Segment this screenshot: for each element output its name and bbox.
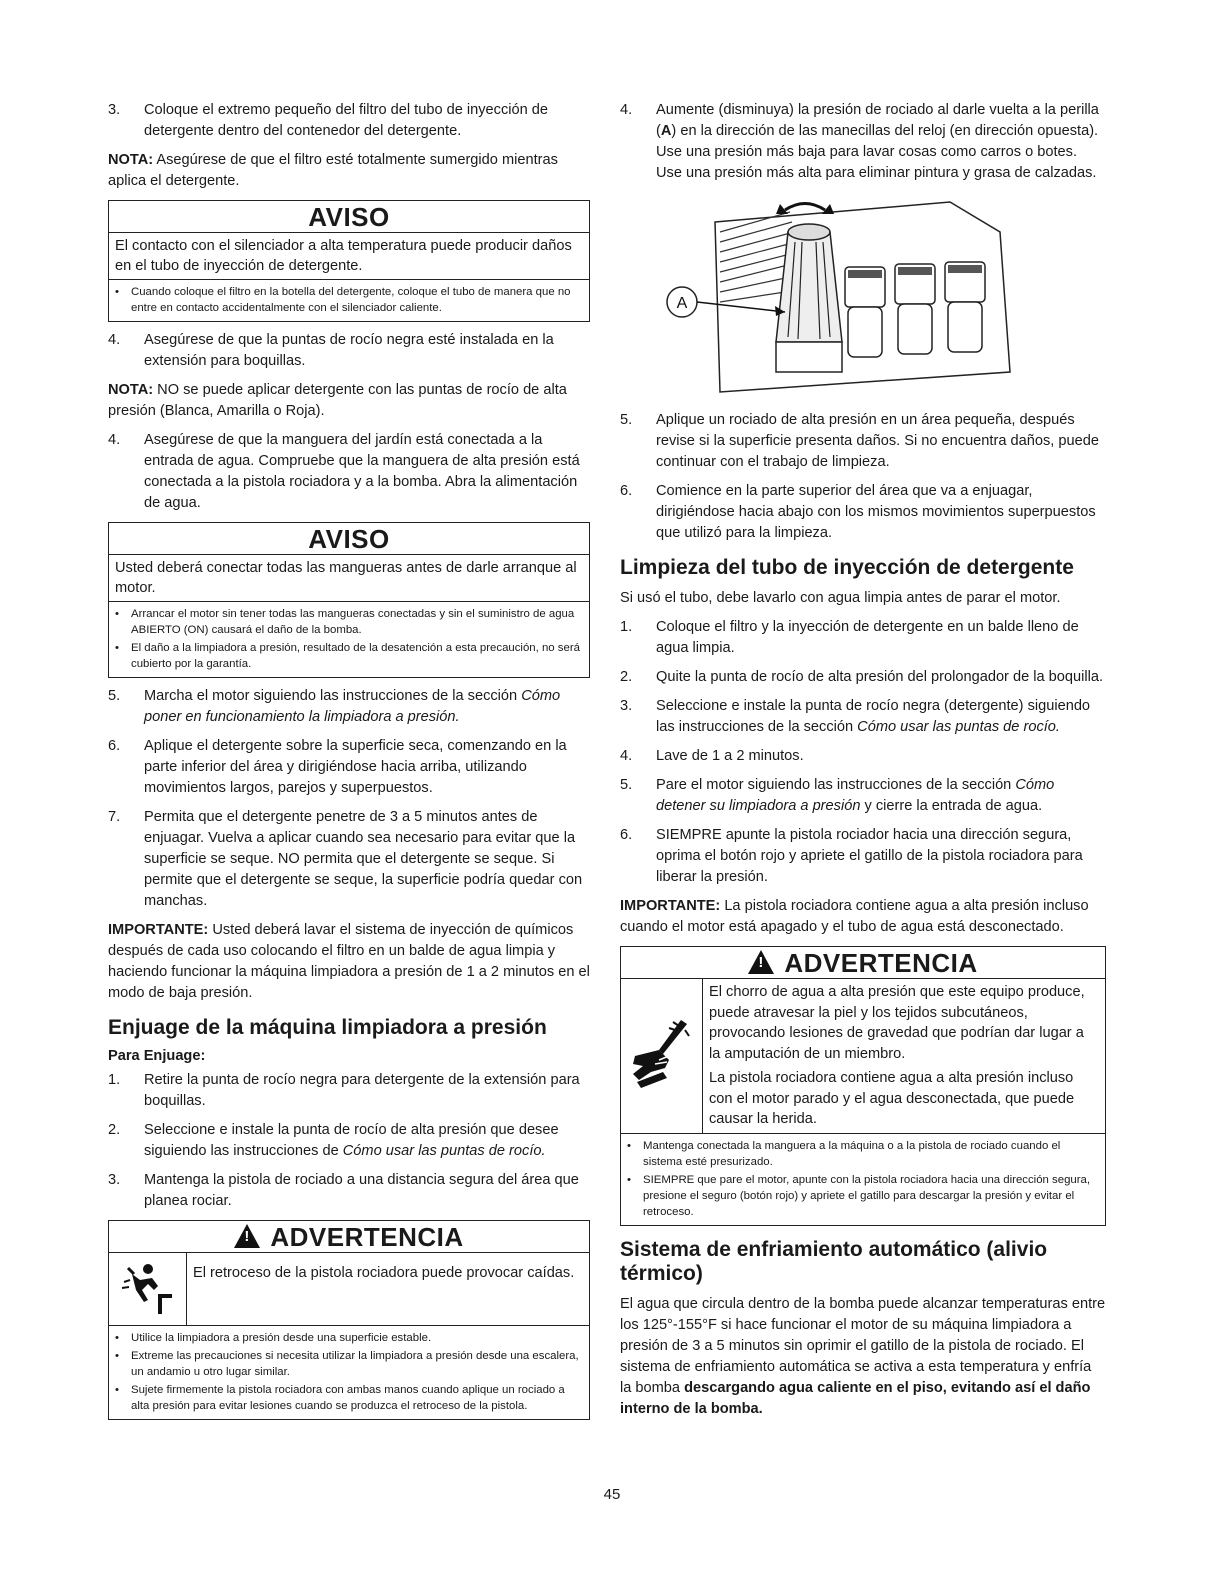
item-text: Seleccione e instale la punta de rocío de alta presión que desee siguiendo las instrucciones de Cómo usar las puntas de rocío. bbox=[144, 1122, 559, 1159]
list-item bbox=[108, 686, 590, 728]
paragraph: El agua que circula dentro de la bomba puede alcanzar temperaturas entre los 125°-155°F si hace funcionar el motor de su máquina limpiadora a presión de 3 a 5 minutos sin oprimir el gatillo de la pistola de rociado. El sistema de enfriamiento automática se activa a esta temperatura y enfría la bomba descargando agua caliente en el piso, evitando así el daño interno de la bomba. bbox=[620, 1295, 1106, 1417]
list-item bbox=[108, 1120, 590, 1162]
high-pressure-injection-icon bbox=[621, 979, 703, 1133]
list-item bbox=[108, 1070, 590, 1112]
item-number: 2. bbox=[108, 1122, 121, 1138]
item-number: 4. bbox=[620, 748, 633, 764]
list-item bbox=[620, 410, 1106, 473]
subheading: Para Enjuage: bbox=[108, 1048, 206, 1064]
advertencia-box bbox=[620, 946, 1106, 1226]
list-item bbox=[620, 481, 1106, 544]
item-text: Mantenga la pistola de rociado a una distancia segura del área que planea rociar. bbox=[144, 1172, 579, 1209]
bullet-item: • Arrancar el motor sin tener todas las mangueras conectadas y sin el suministro de agua ABIERTO (ON) causará el daño de la bomba. bbox=[115, 608, 575, 636]
note-label: NOTA: bbox=[108, 382, 154, 398]
advertencia-title: !ADVERTENCIA bbox=[621, 947, 1105, 979]
item-text: Quite la punta de rocío de alta presión del prolongador de la boquilla. bbox=[656, 669, 1104, 685]
item-text: Aplique el detergente sobre la superficie seca, comenzando en la parte inferior del área y dirigiéndose hacia arriba, utilizando movimientos largos, parejos y superpuestos. bbox=[144, 738, 567, 796]
note-text: Asegúrese de que el filtro esté totalmente sumergido mientras aplica el detergente. bbox=[108, 152, 558, 189]
warning-triangle-icon bbox=[748, 950, 774, 974]
section-heading: Enjuage de la máquina limpiadora a presión bbox=[108, 1016, 547, 1039]
page-number: 45 bbox=[603, 1486, 621, 1503]
item-text: Seleccione e instale la punta de rocío negra (detergente) siguiendo las instrucciones de la sección Cómo usar las puntas de rocío. bbox=[656, 698, 1091, 735]
list-item bbox=[620, 825, 1106, 888]
note-text: Usted deberá lavar el sistema de inyección de químicos después de cada uso colocando el filtro en un balde de agua limpia y haciendo funcionar la máquina limpiadora a presión de 1 a 2 minutos en el modo de baja presión. bbox=[108, 922, 590, 1001]
intro-text: Si usó el tubo, debe lavarlo con agua limpia antes de parar el motor. bbox=[620, 590, 1061, 606]
item-text: Asegúrese de que la puntas de rocío negra esté instalada en la extensión para boquillas. bbox=[144, 332, 554, 369]
aviso-title: AVISO bbox=[109, 523, 589, 555]
list-item bbox=[108, 100, 590, 142]
item-number: 4. bbox=[108, 432, 121, 448]
importante-note bbox=[620, 896, 1106, 938]
bullet-item: • Sujete firmemente la pistola rociadora con ambas manos cuando aplique un rociado a alta presión para evitar lesiones cuando se produzca el retroceso de la pistola. bbox=[115, 1384, 565, 1412]
item-number: 3. bbox=[108, 1172, 121, 1188]
note-label: IMPORTANTE: bbox=[108, 922, 209, 938]
item-text: SIEMPRE apunte la pistola rociador hacia una dirección segura, oprima el botón rojo y apriete el gatillo de la pistola rociadora para liberar la presión. bbox=[656, 827, 1083, 885]
advertencia-bullets bbox=[109, 1326, 589, 1419]
bullet-item: • Cuando coloque el filtro en la botella del detergente, coloque el tubo de manera que no entre en contacto accidentalmente con el silenciador caliente. bbox=[115, 286, 571, 314]
list-item bbox=[108, 736, 590, 799]
aviso-bullets bbox=[109, 602, 589, 677]
item-number: 1. bbox=[108, 1072, 121, 1088]
note bbox=[108, 380, 590, 422]
item-number: 6. bbox=[620, 827, 633, 843]
advertencia-body bbox=[109, 1253, 589, 1326]
aviso-box bbox=[108, 200, 590, 322]
item-number: 5. bbox=[620, 777, 633, 793]
item-number: 3. bbox=[108, 102, 121, 118]
item-number: 5. bbox=[108, 688, 121, 704]
aviso-bullets bbox=[109, 280, 589, 321]
advertencia-bullets bbox=[621, 1134, 1105, 1225]
list-item bbox=[108, 330, 590, 372]
item-number: 6. bbox=[108, 738, 121, 754]
bullet-item: • El daño a la limpiadora a presión, resultado de la desatención a esta precaución, no será cubierto por la garantía. bbox=[115, 642, 580, 670]
list-item bbox=[108, 1170, 590, 1212]
aviso-box bbox=[108, 522, 590, 678]
item-text: Comience en la parte superior del área que va a enjuagar, dirigiéndose hacia abajo con los mismos movimientos superpuestos que utilizó para la limpieza. bbox=[656, 483, 1096, 541]
item-text: Aplique un rociado de alta presión en un área pequeña, después revise si la superficie presenta daños. Si no encuentra daños, puede continuar con el trabajo de limpieza. bbox=[656, 412, 1099, 470]
item-text: Lave de 1 a 2 minutos. bbox=[656, 748, 804, 764]
list-item bbox=[620, 775, 1106, 817]
advertencia-body bbox=[621, 979, 1105, 1134]
item-number: 5. bbox=[620, 412, 633, 428]
bullet-item: • Extreme las precauciones si necesita utilizar la limpiadora a presión desde una escalera, un andamio u otro lugar similar. bbox=[115, 1350, 579, 1378]
list-item bbox=[620, 746, 1106, 767]
advertencia-box bbox=[108, 1220, 590, 1420]
note-text: La pistola rociadora contiene agua a alta presión incluso cuando el motor está apagado y el tubo de agua está desconectado. bbox=[620, 898, 1089, 935]
left-column bbox=[108, 100, 590, 1428]
item-text: Pare el motor siguiendo las instrucciones de la sección Cómo detener su limpiadora a presión y cierre la entrada de agua. bbox=[656, 777, 1055, 814]
aviso-text: El contacto con el silenciador a alta temperatura puede producir daños en el tubo de inyección de detergente. bbox=[109, 233, 589, 280]
list-item bbox=[108, 430, 590, 514]
section-heading: Limpieza del tubo de inyección de detergente bbox=[620, 556, 1074, 579]
list-item bbox=[620, 617, 1106, 659]
item-number: 2. bbox=[620, 669, 633, 685]
item-number: 6. bbox=[620, 483, 633, 499]
advertencia-text: El retroceso de la pistola rociadora puede provocar caídas. bbox=[193, 1265, 575, 1281]
list-item bbox=[108, 807, 590, 912]
pressure-knob-figure bbox=[620, 192, 1106, 402]
item-text: Coloque el extremo pequeño del filtro del tubo de inyección de detergente dentro del contenedor del detergente. bbox=[144, 102, 549, 139]
kickback-fall-icon bbox=[109, 1253, 187, 1325]
note-label: IMPORTANTE: bbox=[620, 898, 721, 914]
item-number: 4. bbox=[108, 332, 121, 348]
list-item bbox=[620, 100, 1106, 184]
warning-triangle-icon bbox=[234, 1224, 260, 1248]
item-text: Aumente (disminuya) la presión de rociado al darle vuelta a la perilla (A) en la dirección de las manecillas del reloj (en dirección opuesta). Use una presión más baja para lavar cosas como carros o botes. Use una presión más alta para eliminar pintura y grasa de calzadas. bbox=[656, 102, 1099, 181]
item-number: 1. bbox=[620, 619, 633, 635]
item-number: 4. bbox=[620, 102, 633, 118]
callout-label: A bbox=[676, 295, 688, 312]
right-column bbox=[620, 100, 1106, 1420]
item-text: Retire la punta de rocío negra para detergente de la extensión para boquillas. bbox=[144, 1072, 580, 1109]
advertencia-title: !ADVERTENCIA bbox=[109, 1221, 589, 1253]
section-heading: Sistema de enfriamiento automático (alivio térmico) bbox=[620, 1237, 1048, 1285]
pump-illustration bbox=[620, 192, 1106, 402]
item-text: Coloque el filtro y la inyección de detergente en un balde lleno de agua limpia. bbox=[656, 619, 1079, 656]
importante-note bbox=[108, 920, 590, 1004]
item-text: Marcha el motor siguiendo las instrucciones de la sección Cómo poner en funcionamiento la limpiadora a presión. bbox=[144, 688, 561, 725]
item-text: Permita que el detergente penetre de 3 a 5 minutos antes de enjuagar. Vuelva a aplicar cuando sea necesario para evitar que la superficie se seque. NO permita que el detergente se seque. Si permite que el detergente se seque, la superficie podría quedar con manchas. bbox=[144, 809, 583, 909]
bullet-item: • SIEMPRE que pare el motor, apunte con la pistola rociadora hacia una dirección segura, presione el seguro (botón rojo) y apriete el gatillo para descargar la presión y evitar el retroceso. bbox=[627, 1173, 1091, 1218]
bullet-item: • Mantenga conectada la manguera a la máquina o a la pistola de rociado cuando el sistema esté presurizado. bbox=[627, 1139, 1061, 1168]
list-item bbox=[620, 667, 1106, 688]
item-text: Asegúrese de que la manguera del jardín está conectada a la entrada de agua. Compruebe que la manguera de alta presión está conectada a la pistola rociadora y a la bomba. Abra la alimentación de agua. bbox=[144, 432, 580, 511]
note-label: NOTA: bbox=[108, 152, 154, 168]
item-number: 3. bbox=[620, 698, 633, 714]
list-item bbox=[620, 696, 1106, 738]
aviso-title: AVISO bbox=[109, 201, 589, 233]
note-text: NO se puede aplicar detergente con las puntas de rocío de alta presión (Blanca, Amarilla o Roja). bbox=[108, 382, 567, 419]
bullet-item: • Utilice la limpiadora a presión desde una superficie estable. bbox=[115, 1332, 432, 1344]
advertencia-text: El chorro de agua a alta presión que este equipo produce, puede atravesar la piel y los tejidos subcutáneos, provocando lesiones de gravedad que podrían dar lugar a la amputación de un miembro. La pistola rociadora contiene agua a alta presión incluso con el motor parado y el agua desconectada, que puede causar la herida. bbox=[709, 984, 1085, 1127]
item-number: 7. bbox=[108, 809, 121, 825]
aviso-text: Usted deberá conectar todas las mangueras antes de darle arranque al motor. bbox=[109, 555, 589, 602]
note bbox=[108, 150, 590, 192]
